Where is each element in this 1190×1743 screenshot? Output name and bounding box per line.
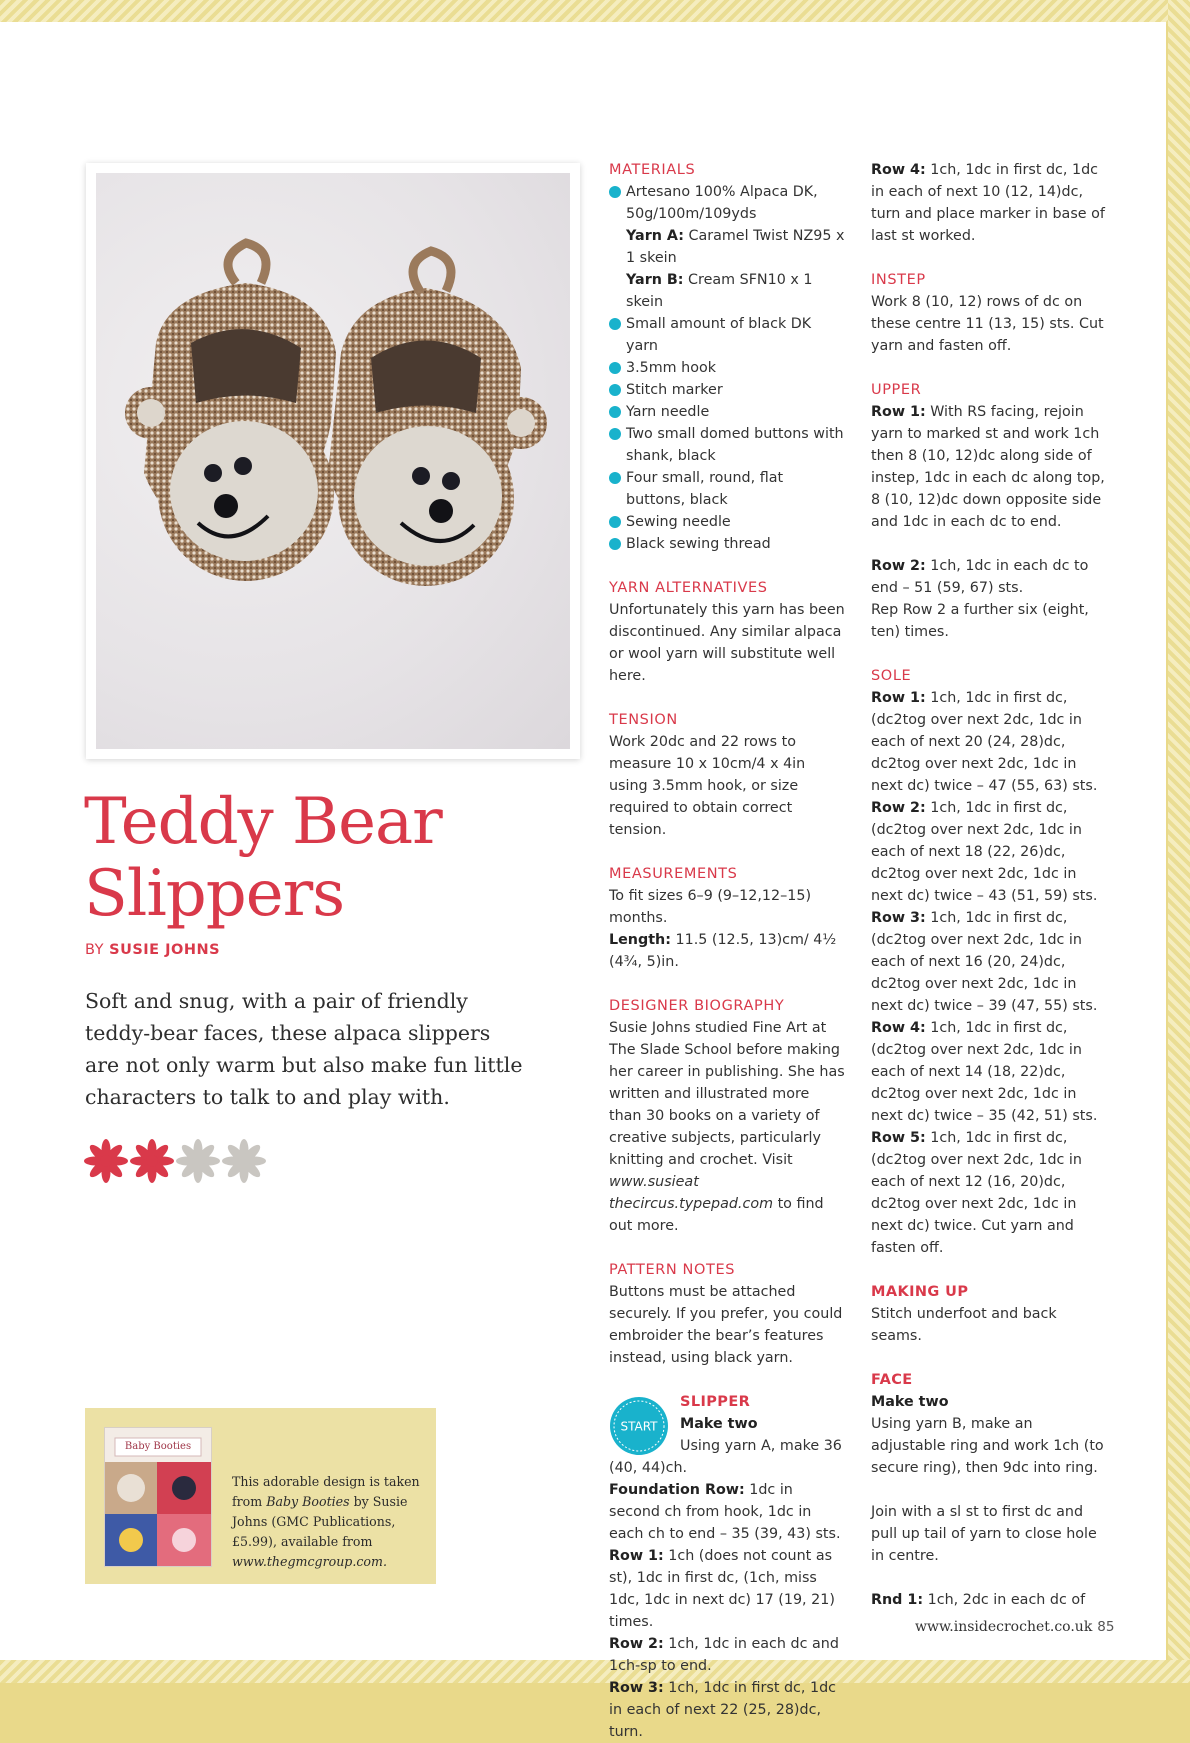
list-item bbox=[609, 379, 845, 401]
yarn-alternatives-heading: YARN ALTERNATIVES bbox=[609, 580, 768, 596]
book-text-middle: by Susie Johns (GMC Publications, £5.99), available from bbox=[232, 1494, 408, 1549]
teddy-slippers-illustration bbox=[96, 173, 570, 749]
page-number: 85 bbox=[1097, 1619, 1115, 1635]
materials-list-rest bbox=[609, 313, 845, 555]
list-item bbox=[609, 181, 845, 225]
yarn-alternatives-text: Unfortunately this yarn has been discontinued. Any similar alpaca or wool yarn will substitute well here. bbox=[609, 602, 845, 684]
slipper-section bbox=[609, 1391, 845, 1479]
pattern-notes-heading: PATTERN NOTES bbox=[609, 1262, 736, 1278]
row-label: Row 1: bbox=[871, 404, 926, 420]
book-cover bbox=[104, 1427, 212, 1567]
materials-item-yarn: Artesano 100% Alpaca DK, 50g/100m/109yds bbox=[626, 184, 818, 222]
difficulty-rating bbox=[84, 1139, 274, 1183]
book-promo-text bbox=[232, 1472, 422, 1572]
row-label: Row 2: bbox=[871, 800, 926, 816]
face-text-1: Using yarn B, make an adjustable ring and work 1ch (to secure ring), then 9dc into ring. bbox=[871, 1416, 1104, 1476]
designer-bio-end: to find out more. bbox=[609, 1196, 824, 1234]
bullet-icon bbox=[609, 516, 621, 528]
photo-frame bbox=[86, 163, 580, 759]
slipper-heading: SLIPPER bbox=[680, 1394, 751, 1410]
sole-heading: SOLE bbox=[871, 668, 912, 684]
decorative-border-top bbox=[0, 0, 1190, 24]
bullet-icon bbox=[609, 538, 621, 550]
slipper-row bbox=[609, 1545, 845, 1633]
bullet-icon bbox=[609, 472, 621, 484]
row-text: 1ch (does not count as st), 1dc in first dc, (1ch, miss 1dc, 1dc in next dc) 17 (19, 21) times. bbox=[609, 1548, 835, 1630]
slippers-photo bbox=[96, 173, 570, 749]
row-text: 1ch, 2dc in each dc of bbox=[923, 1592, 1086, 1608]
book-title: Baby Booties bbox=[266, 1494, 350, 1509]
difficulty-star-icon bbox=[84, 1139, 128, 1183]
decorative-border-bottom bbox=[0, 1660, 1190, 1683]
face-make: Make two bbox=[871, 1394, 949, 1410]
sole-row bbox=[871, 1127, 1107, 1259]
book-promo bbox=[85, 1408, 436, 1584]
difficulty-star-icon bbox=[222, 1139, 266, 1183]
slipper-make: Make two bbox=[680, 1416, 758, 1432]
materials-heading: MATERIALS bbox=[609, 162, 696, 178]
tension-text: Work 20dc and 22 rows to measure 10 x 10cm/4 x 4in using 3.5mm hook, or size required to obtain correct tension. bbox=[609, 734, 806, 838]
row-text: 1ch, 1dc in first dc, 1dc in each of next 10 (12, 14)dc, turn and place marker in base of last st worked. bbox=[871, 162, 1105, 244]
book-cover-title: Baby Booties bbox=[124, 1441, 192, 1452]
upper-row-2 bbox=[871, 555, 1107, 599]
bullet-icon bbox=[609, 186, 621, 198]
slipper-row bbox=[871, 159, 1107, 247]
row-text: 1ch, 1dc in first dc, (dc2tog over next 2dc, 1dc in each of next 14 (18, 22)dc, dc2tog over next 2dc, 1dc in next dc) twice – 35 (42, 51) sts. bbox=[871, 1020, 1098, 1124]
row-label: Rnd 1: bbox=[871, 1592, 924, 1608]
list-item bbox=[609, 313, 845, 357]
row-label: Row 1: bbox=[871, 690, 926, 706]
row-text: 1ch, 1dc in first dc, 1dc in each of next 22 (25, 28)dc, turn. bbox=[609, 1680, 837, 1740]
bullet-icon bbox=[609, 384, 621, 396]
list-item-text: Four small, round, flat buttons, black bbox=[626, 470, 784, 508]
row-text: 1ch, 1dc in each dc and 1ch-sp to end. bbox=[609, 1636, 839, 1674]
row-label: Row 3: bbox=[871, 910, 926, 926]
measurements-length bbox=[609, 929, 845, 973]
yarn-b-label: Yarn B: bbox=[626, 272, 684, 288]
list-item-text: 3.5mm hook bbox=[626, 360, 716, 376]
sole-row bbox=[871, 907, 1107, 1017]
start-badge-icon bbox=[609, 1396, 669, 1456]
upper-repeat: Rep Row 2 a further six (eight, ten) times. bbox=[871, 602, 1089, 640]
row-text: With RS facing, rejoin yarn to marked st and work 1ch then 8 (10, 12)dc along side of instep, 1dc in each dc along top, 8 (10, 12)dc down opposite side and 1dc in each dc to end. bbox=[871, 404, 1105, 530]
byline bbox=[85, 942, 220, 958]
measurements-text: To fit sizes 6–9 (9–12,12–15) months. bbox=[609, 888, 812, 926]
byline-prefix: BY bbox=[85, 942, 105, 958]
column-1 bbox=[609, 159, 845, 1743]
row-label: Row 5: bbox=[871, 1130, 926, 1146]
designer-bio: Susie Johns studied Fine Art at The Slade School before making her career in publishing. She has written and illustrated more than 30 books on a variety of creative subjects, particularly knitting and crochet. Visit bbox=[609, 1020, 845, 1168]
row-text: 1ch, 1dc in first dc, (dc2tog over next 2dc, 1dc in each of next 18 (22, 26)dc, dc2tog over next 2dc, 1dc in next dc) twice – 43 (51, 59) sts. bbox=[871, 800, 1098, 904]
row-label: Row 4: bbox=[871, 1020, 926, 1036]
list-item-text: Black sewing thread bbox=[626, 536, 771, 552]
slipper-row bbox=[609, 1633, 845, 1677]
author-name: SUSIE JOHNS bbox=[109, 942, 221, 958]
bullet-icon bbox=[609, 406, 621, 418]
upper-row-1 bbox=[871, 401, 1107, 533]
page-title bbox=[84, 786, 564, 930]
row-text: 1ch, 1dc in first dc, (dc2tog over next 2dc, 1dc in each of next 16 (20, 24)dc, dc2tog over next 2dc, 1dc in next dc) twice – 39 (47, 55) sts. bbox=[871, 910, 1098, 1014]
instep-text: Work 8 (10, 12) rows of dc on these centre 11 (13, 15) sts. Cut yarn and fasten off. bbox=[871, 294, 1104, 354]
difficulty-star-icon bbox=[176, 1139, 220, 1183]
yarn-a bbox=[609, 225, 845, 269]
length-value: 11.5 (12.5, 13)cm/ 4½ (4¾, 5)in. bbox=[609, 932, 837, 970]
face-heading: FACE bbox=[871, 1372, 913, 1388]
difficulty-star-icon bbox=[130, 1139, 174, 1183]
list-item bbox=[609, 533, 845, 555]
book-url[interactable]: www.thegmcgroup.com. bbox=[232, 1554, 387, 1569]
upper-heading: UPPER bbox=[871, 382, 922, 398]
bullet-icon bbox=[609, 428, 621, 440]
list-item bbox=[609, 357, 845, 379]
slipper-intro: Using yarn A, make 36 (40, 44)ch. bbox=[609, 1438, 842, 1476]
making-up-heading: MAKING UP bbox=[871, 1284, 969, 1300]
designer-heading: DESIGNER BIOGRAPHY bbox=[609, 998, 785, 1014]
designer-url[interactable]: www.susieat thecircus.typepad.com bbox=[609, 1174, 774, 1212]
slipper-row bbox=[609, 1479, 845, 1545]
title-line-1: Teddy Bear bbox=[84, 785, 442, 859]
start-badge-label: START bbox=[620, 1419, 658, 1434]
decorative-border-right bbox=[1168, 0, 1190, 1683]
list-item bbox=[609, 511, 845, 533]
length-label: Length: bbox=[609, 932, 671, 948]
tension-heading: TENSION bbox=[609, 712, 678, 728]
yarn-b bbox=[609, 269, 845, 313]
designer-text bbox=[609, 1017, 845, 1237]
title-line-2: Slippers bbox=[84, 857, 345, 931]
list-item-text: Sewing needle bbox=[626, 514, 731, 530]
list-item bbox=[609, 467, 845, 511]
list-item bbox=[609, 423, 845, 467]
footer-url[interactable]: www.insidecrochet.co.uk bbox=[915, 1619, 1093, 1635]
materials-list bbox=[609, 181, 845, 225]
face-text-2: Join with a sl st to first dc and pull up tail of yarn to close hole in centre. bbox=[871, 1504, 1097, 1564]
row-label: Row 2: bbox=[871, 558, 926, 574]
list-item-text: Two small domed buttons with shank, black bbox=[626, 426, 844, 464]
page-footer bbox=[915, 1619, 1114, 1635]
row-label: Row 1: bbox=[609, 1548, 664, 1564]
sole-row bbox=[871, 797, 1107, 907]
book-text-start: This adorable design is taken from bbox=[232, 1474, 420, 1509]
yarn-a-label: Yarn A: bbox=[626, 228, 684, 244]
row-label: Row 4: bbox=[871, 162, 926, 178]
row-text: 1ch, 1dc in first dc, (dc2tog over next 2dc, 1dc in each of next 20 (24, 28)dc, dc2tog over next 2dc, 1dc in next dc) twice – 47 (55, 63) sts. bbox=[871, 690, 1098, 794]
making-up-text: Stitch underfoot and back seams. bbox=[871, 1306, 1057, 1344]
list-item-text: Small amount of black DK yarn bbox=[626, 316, 812, 354]
intro-text: Soft and snug, with a pair of friendly teddy-bear faces, these alpaca slippers are not only warm but also make fun little characters to talk to and play with. bbox=[85, 989, 523, 1109]
column-2 bbox=[871, 159, 1107, 1611]
row-label: Row 3: bbox=[609, 1680, 664, 1696]
instep-heading: INSTEP bbox=[871, 272, 926, 288]
row-label: Row 2: bbox=[609, 1636, 664, 1652]
sole-row bbox=[871, 1017, 1107, 1127]
face-round-1 bbox=[871, 1589, 1107, 1611]
yarn-b-value: Cream SFN10 x 1 skein bbox=[626, 272, 813, 310]
list-item-text: Yarn needle bbox=[626, 404, 710, 420]
row-text: 1ch, 1dc in first dc, (dc2tog over next 2dc, 1dc in each of next 12 (16, 20)dc, dc2tog over next 2dc, 1dc in next dc) twice. Cut yarn and fasten off. bbox=[871, 1130, 1082, 1256]
bullet-icon bbox=[609, 362, 621, 374]
slipper-row bbox=[609, 1677, 845, 1743]
measurements-heading: MEASUREMENTS bbox=[609, 866, 738, 882]
pattern-notes-text: Buttons must be attached securely. If you prefer, you could embroider the bear’s features instead, using black yarn. bbox=[609, 1284, 843, 1366]
row-label: Foundation Row: bbox=[609, 1482, 745, 1498]
sole-row bbox=[871, 687, 1107, 797]
list-item-text: Stitch marker bbox=[626, 382, 723, 398]
row-text: 1ch, 1dc in each dc to end – 51 (59, 67) sts. bbox=[871, 558, 1089, 596]
row-text: 1dc in second ch from hook, 1dc in each ch to end – 35 (39, 43) sts. bbox=[609, 1482, 841, 1542]
bullet-icon bbox=[609, 318, 621, 330]
list-item bbox=[609, 401, 845, 423]
yarn-a-value: Caramel Twist NZ95 x 1 skein bbox=[626, 228, 845, 266]
